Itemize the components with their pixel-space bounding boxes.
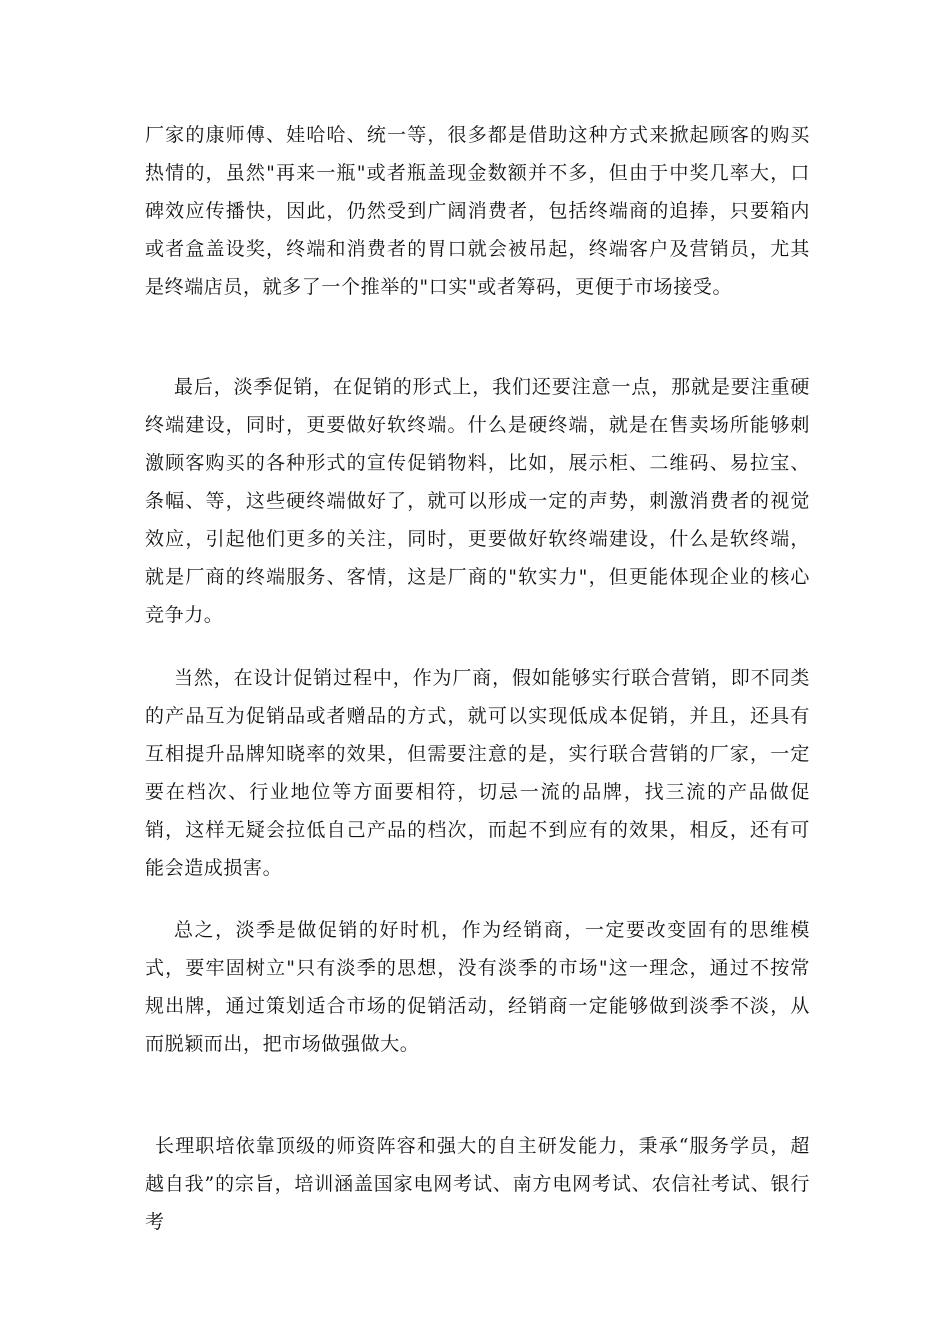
paragraph-5: 长理职培依靠顶级的师资阵容和强大的自主研发能力，秉承“服务学员，超越自我”的宗旨，培训涵盖国家电网考试、南方电网考试、农信社考试、银行考: [145, 1135, 810, 1233]
paragraph-2: 最后，淡季促销，在促销的形式上，我们还要注意一点，那就是要注重硬终端建设，同时，更要做好软终端。什么是硬终端，就是在售卖场所能够刺激顾客购买的各种形式的宣传促销物料，比如，展示柜、二维码、易拉宝、条幅、等，这些硬终端做好了，就可以形成一定的声势，刺激消费者的视觉效应，引起他们更多的关注，同时，更要做好软终端建设，什么是软终端，就是厂商的终端服务、客情，这是厂商的"软实力"，但更能体现企业的核心竞争力。: [145, 376, 810, 626]
paragraph-1: 厂家的康师傅、娃哈哈、统一等，很多都是借助这种方式来掀起顾客的购买热情的，虽然"再来一瓶"或者瓶盖现金数额并不多，但由于中奖几率大，口碑效应传播快，因此，仍然受到广阔消费者，包括终端商的追捧，只要箱内或者盒盖设奖，终端和消费者的胃口就会被吊起，终端客户及营销员，尤其是终端店员，就多了一个推举的"口实"或者筹码，更便于市场接受。: [145, 124, 810, 298]
paragraph-3: 当然，在设计促销过程中，作为厂商，假如能够实行联合营销，即不同类的产品互为促销品或者赠品的方式，就可以实现低成本促销，并且，还具有互相提升品牌知晓率的效果，但需要注意的是，实行联合营销的厂家，一定要在档次、行业地位等方面要相符，切忌一流的品牌，找三流的产品做促销，这样无疑会拉低自己产品的档次，而起不到应有的效果，相反，还有可能会造成损害。: [145, 667, 810, 879]
paragraph-4: 总之，淡季是做促销的好时机，作为经销商，一定要改变固有的思维模式，要牢固树立"只有淡季的思想，没有淡季的市场"这一理念，通过不按常规出牌，通过策划适合市场的促销活动，经销商一定能够做到淡季不淡，从而脱颖而出，把市场做强做大。: [145, 919, 810, 1055]
